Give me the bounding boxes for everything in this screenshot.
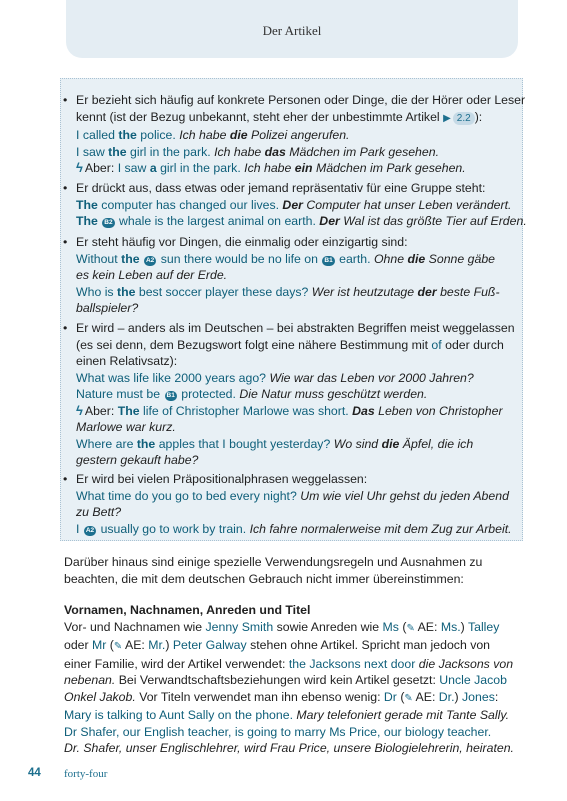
rule-text: Er wird bei vielen Präpositionalphrasen weggelassen:: [76, 472, 368, 486]
example-line: I saw the girl in the park. Ich habe das Mädchen im Park gesehen.: [76, 144, 439, 159]
names-section: [64, 602, 522, 757]
pen-icon: ✎: [406, 622, 415, 634]
example-line: Who is the best soccer player these days? Wer ist heutzutage der beste Fuß-: [76, 284, 500, 299]
section-line: einer Familie, wird der Artikel verwendet: the Jacksons next door die Jacksons von: [64, 656, 514, 671]
section-line: Dr Shafer, our English teacher, is going to marry Ms Price, our biology teacher.: [64, 724, 492, 739]
bullet-icon: •: [63, 93, 68, 107]
reference-arrow-icon: ▶: [443, 112, 451, 124]
example-line: Marlowe war kurz.: [76, 420, 176, 434]
rule-text: Er steht häufig vor Dingen, die einmalig oder einzigartig sind:: [76, 235, 408, 249]
exception-line: ϟ Aber: I saw a girl in the park. Ich habe ein Mädchen im Park gesehen.: [76, 160, 466, 175]
rule-text: Er wird – anders als im Deutschen – bei abstrakten Begriffen meist weggelassen: [76, 321, 515, 335]
example-line: What time do you go to bed every night? Um wie viel Uhr gehst du jeden Abend: [76, 488, 509, 503]
section-line: Onkel Jakob. Vor Titeln verwendet man ihn ebenso wenig: Dr (✎ AE: Dr.) Jones:: [64, 689, 499, 704]
intro-paragraph: Darüber hinaus sind einige spezielle Verwendungsregeln und Ausnahmen zu beachten, die mit dem deutschen Gebrauch nicht immer übereinstimmen:: [64, 555, 483, 586]
chapter-title: Der Artikel: [262, 23, 322, 38]
example-line: gestern gekauft habe?: [76, 453, 199, 467]
level-badge: B1: [166, 392, 175, 399]
pen-icon: ✎: [404, 692, 413, 704]
example-line: es kein Leben auf der Erde.: [76, 268, 228, 282]
section-line: Mary is talking to Aunt Sally on the phone. Mary telefoniert gerade mit Tante Sally.: [64, 708, 509, 722]
page-number-words: forty-four: [64, 768, 108, 780]
rule-text: einen Relativsatz):: [76, 354, 178, 368]
rule-item-2: [63, 180, 527, 230]
rule-item-3: [63, 234, 522, 317]
section-line: oder Mr (✎ AE: Mr.) Peter Galway stehen ohne Artikel. Spricht man jedoch von: [64, 638, 491, 652]
bullet-icon: •: [63, 321, 68, 335]
level-badge: A2: [85, 526, 95, 534]
level-badge: A2: [145, 256, 155, 264]
exception-line: ϟ Aber: The life of Christopher Marlowe was short. Das Leben von Christopher: [76, 402, 503, 418]
page-number: 44: [28, 767, 41, 779]
section-line: Dr. Shafer, unser Englischlehrer, wird Frau Price, unsere Biologielehrerin, heiraten.: [64, 741, 514, 755]
rule-item-5: [63, 471, 522, 537]
example-line: Where are the apples that I bought yesterday? Wo sind die Äpfel, die ich: [76, 436, 474, 451]
example-line: I A2 usually go to work by train. Ich fahre normalerweise mit dem Zug zur Arbeit.: [76, 521, 512, 536]
example-line: zu Bett?: [76, 505, 122, 519]
example-line: ballspieler?: [76, 301, 139, 315]
level-badge: B1: [324, 256, 333, 264]
bullet-icon: •: [63, 472, 68, 486]
rule-text: Er bezieht sich häufig auf konkrete Personen oder Dinge, die der Hörer oder Leser: [76, 93, 526, 107]
example-line: Nature must be B1 protected. Die Natur muss geschützt werden.: [76, 387, 428, 401]
rule-text: Er drückt aus, dass etwas oder jemand repräsentativ für eine Gruppe steht:: [76, 181, 486, 195]
rule-text: (es sei denn, dem Bezugswort folgt eine nähere Bestimmung mit of oder durch: [76, 337, 504, 352]
example-line: What was life like 2000 years ago? Wie war das Leben vor 2000 Jahren?: [76, 370, 474, 385]
reference-badge[interactable]: 2.2: [453, 112, 475, 125]
lightning-icon: ϟ: [76, 160, 83, 175]
chapter-header-tab: [66, 0, 518, 58]
section-line: nebenan. Bei Verwandtschaftsbeziehungen wird kein Artikel gesetzt: Uncle Jacob: [64, 673, 507, 687]
section-line: Vor- und Nachnamen wie Jenny Smith sowie Anreden wie Ms (✎ AE: Ms.) Talley: [64, 619, 500, 634]
example-line: The computer has changed our lives. Der Computer hat unser Leben verändert.: [76, 197, 512, 212]
bullet-icon: •: [63, 181, 68, 195]
lightning-icon: ϟ: [76, 402, 83, 418]
rule-item-4: [63, 320, 522, 469]
rule-item-1: [63, 92, 526, 177]
example-line: The B2 whale is the largest animal on earth. Der Wal ist das größte Tier auf Erden.: [76, 214, 527, 228]
rule-text: kennt (ist der Bezug unbekannt, steht eher der unbestimmte Artikel ▶ 2.2 ):: [76, 109, 483, 124]
example-line: I called the police. Ich habe die Polizei angerufen.: [76, 128, 350, 142]
bullet-icon: •: [63, 235, 68, 249]
pen-icon: ✎: [113, 641, 123, 652]
level-badge: B2: [104, 219, 113, 226]
example-line: Without the A2 sun there would be no life on B1 earth. Ohne die Sonne gäbe: [76, 251, 496, 266]
section-heading: Vornamen, Nachnamen, Anreden und Titel: [64, 603, 311, 617]
